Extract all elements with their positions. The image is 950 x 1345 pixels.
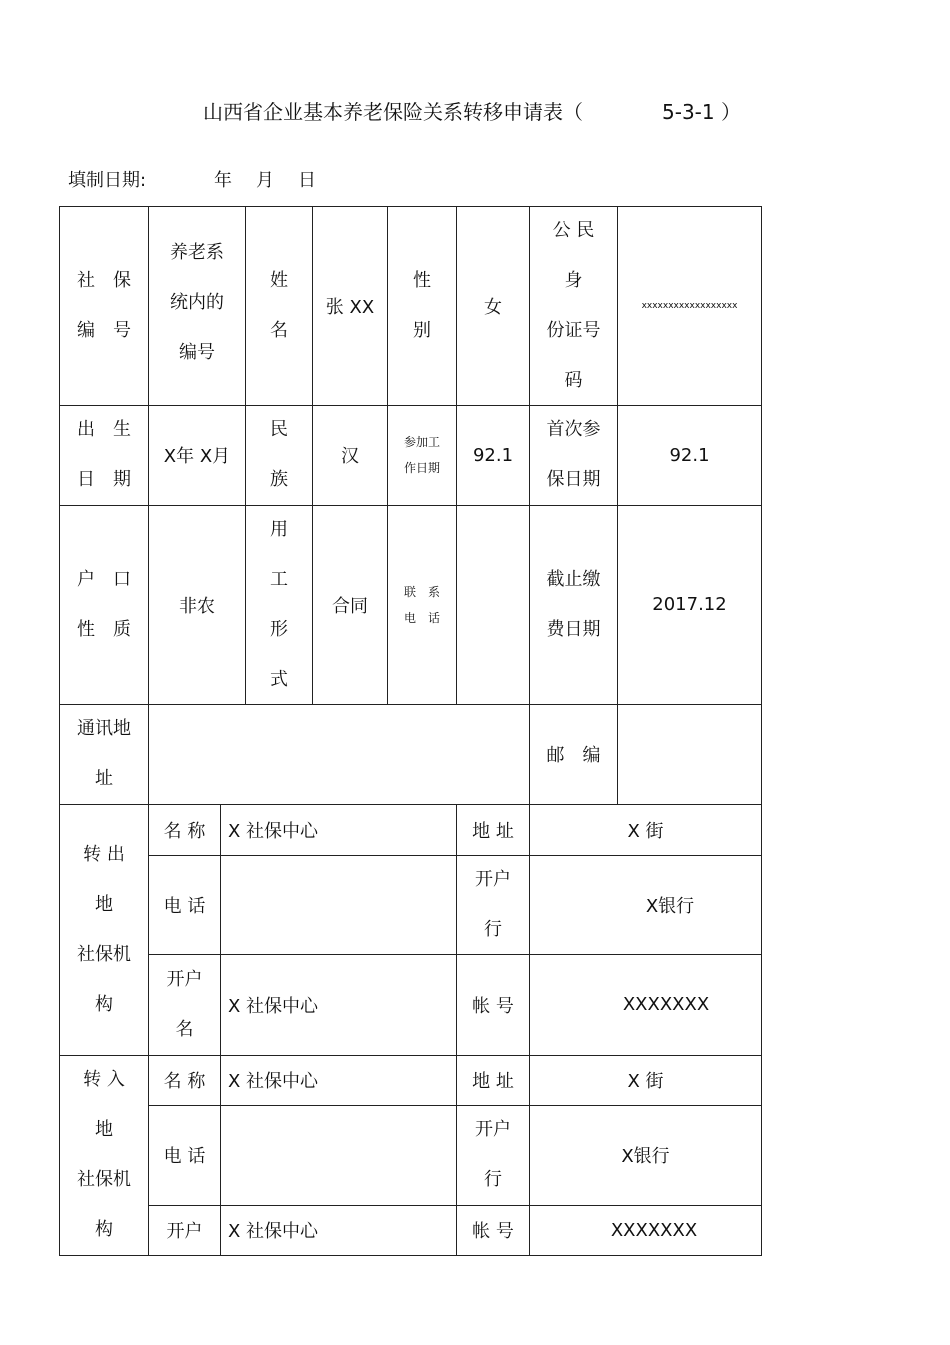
- fill-date-label: 填制日期:: [68, 170, 147, 191]
- ss-no-label: 社 保 编 号: [77, 270, 131, 341]
- id-value: xxxxxxxxxxxxxxxxxx: [641, 300, 738, 311]
- out-phone-label: 电 话: [163, 895, 206, 917]
- in-name-value: X 社保中心: [228, 1071, 319, 1092]
- in-bank-value: X银行: [621, 1146, 670, 1167]
- in-account-name-label: 开户: [166, 1221, 203, 1242]
- out-phone-value: [221, 855, 456, 954]
- postcode-value: [618, 704, 761, 804]
- postcode-label: 邮 编: [546, 745, 601, 766]
- out-name-value: X 社保中心: [228, 820, 319, 842]
- payment-end-label: 截止缴 费日期: [546, 568, 601, 640]
- in-account-name-value: X 社保中心: [228, 1221, 319, 1242]
- out-bank-label: 开户 行: [475, 868, 511, 940]
- form-title-main: 山西省企业基本养老保险关系转移申请表（: [203, 100, 583, 124]
- employment-type-value: 合同: [332, 595, 368, 617]
- hukou-value: 非农: [179, 595, 215, 617]
- out-address-label: 地 址: [472, 820, 514, 842]
- contact-phone-value: [457, 505, 529, 704]
- birth-value: X年 X月: [163, 446, 231, 467]
- fill-date-month: 月: [256, 170, 274, 191]
- work-start-label: 参加工 作日期: [403, 435, 440, 475]
- hukou-label: 户 口 性 质: [77, 569, 131, 640]
- mail-address-value: [149, 704, 529, 804]
- ethnic-value: 汉: [341, 446, 359, 467]
- out-account-no-value: XXXXXXX: [622, 994, 710, 1015]
- fill-date-day: 日: [298, 170, 316, 191]
- out-account-name-value: X 社保中心: [228, 995, 319, 1017]
- fill-date-year: 年: [214, 170, 232, 191]
- gender-label: 性 别: [413, 270, 431, 341]
- pension-no-label: 养老系 统内的 编号: [170, 242, 224, 363]
- transfer-in-section-label: 转 入 地 社保机 构: [77, 1069, 131, 1240]
- in-bank-label: 开户 行: [475, 1119, 511, 1190]
- fill-date-line: [68, 166, 316, 192]
- contact-phone-label: 联 系 电 话: [403, 584, 440, 625]
- in-address-value: X 街: [627, 1071, 664, 1092]
- out-address-value: X 街: [627, 820, 664, 842]
- out-account-name-label: 开户 名: [166, 968, 203, 1040]
- out-name-label: 名 称: [163, 820, 206, 842]
- gender-value: 女: [484, 296, 502, 318]
- form-title-code: 5-3-1 ）: [662, 100, 741, 124]
- birth-label: 出 生 日 期: [77, 419, 131, 490]
- mail-address-label: 通讯地 址: [77, 718, 131, 789]
- work-start-value: 92.1: [472, 444, 514, 466]
- ethnic-label: 民 族: [270, 419, 288, 490]
- in-address-label: 地 址: [472, 1071, 514, 1092]
- in-account-no-label: 帐 号: [472, 1221, 514, 1242]
- id-label: 公 民 身 份证号 码: [546, 219, 601, 391]
- employment-type-label: 用 工 形 式: [270, 518, 288, 690]
- out-account-no-label: 帐 号: [472, 995, 514, 1017]
- transfer-out-section-label: 转 出 地 社保机 构: [77, 843, 131, 1015]
- name-value: 张 XX: [325, 296, 375, 318]
- first-insured-value: 92.1: [669, 444, 710, 466]
- in-phone-label: 电 话: [163, 1146, 206, 1167]
- in-account-no-value: XXXXXXX: [610, 1219, 698, 1241]
- in-phone-value: [221, 1105, 456, 1205]
- in-name-label: 名 称: [163, 1071, 206, 1092]
- name-label: 姓 名: [270, 270, 288, 341]
- first-insured-label: 首次参 保日期: [546, 419, 601, 490]
- payment-end-value: 2017.12: [652, 594, 727, 615]
- out-bank-value: X银行: [645, 895, 695, 917]
